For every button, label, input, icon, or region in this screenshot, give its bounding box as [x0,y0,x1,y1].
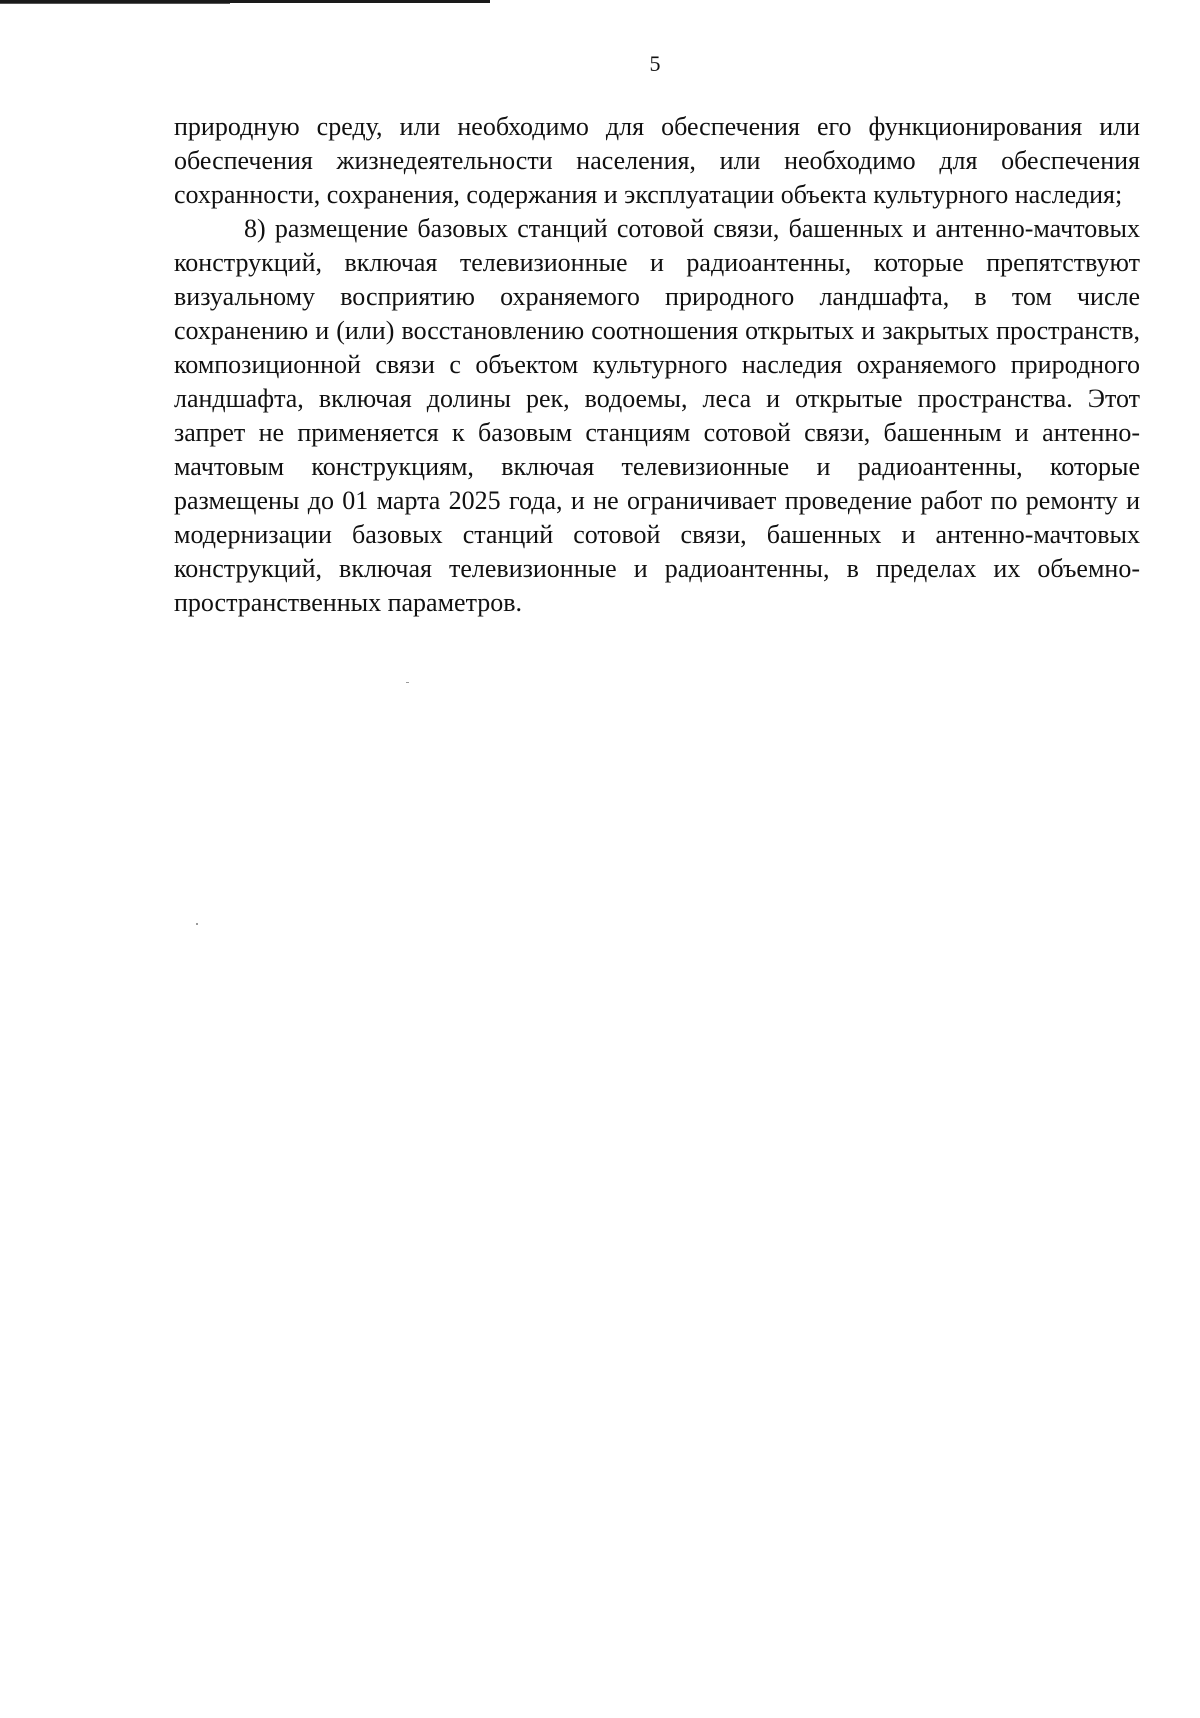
page-number: 5 [649,51,661,76]
scan-speck [196,923,198,925]
paragraph-continuation: природную среду, или необходимо для обеспечения его функционирования или обеспечения жизнедеятельности населения, или необходимо для обеспечения сохранности, сохранения, содержания и эксплуатации объекта культурного наследия; [174,112,1140,209]
scan-speck [406,682,409,683]
scan-edge-line-thin [0,3,230,4]
paragraph-item-8: 8) размещение базовых станций сотовой связи, башенных и антенно-мачтовых конструкций, включая телевизионные и радиоантенны, которые препятствуют визуальному восприятию охраняемого природного ландшафта, в том числе сохранению и (или) восстановлению соотношения открытых и закрытых пространств, композиционной связи с объектом культурного наследия охраняемого природного ландшафта, включая долины рек, водоемы, леса и открытые пространства. Этот запрет не применяется к базовым станциям сотовой связи, башенным и антенно-мачтовым конструкциям, включая телевизионные и радиоантенны, которые размещены до 01 марта 2025 года, и не ограничивает проведение работ по ремонту и модернизации базовых станций сотовой связи, башенных и антенно-мачтовых конструкций, включая телевизионные и радиоантенны, в пределах их объемно-пространственных параметров. [174,214,1140,617]
document-body [174,110,1140,620]
